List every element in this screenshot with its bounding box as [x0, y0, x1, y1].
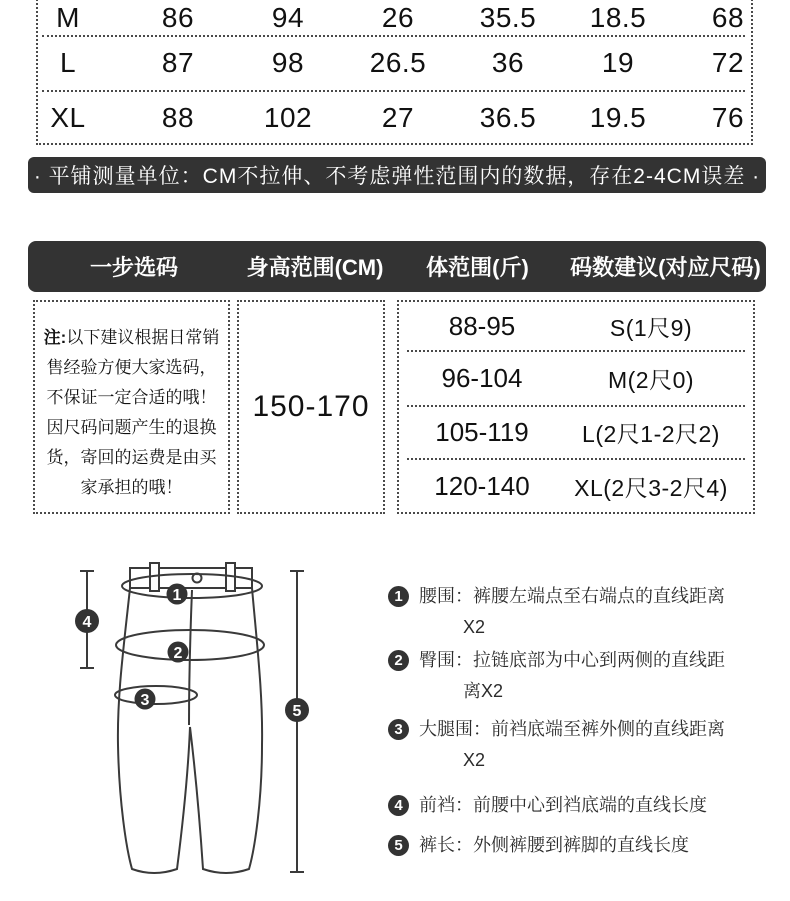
measure-value: 86: [161, 1, 195, 33]
legend-item-length: [388, 830, 689, 860]
measure-value: 88: [161, 101, 195, 133]
legend-badge: 3: [388, 719, 409, 740]
svg-text:4: 4: [82, 614, 92, 631]
legend-item-thigh: [388, 714, 725, 776]
weight-size-row: [407, 302, 745, 352]
header-weight-range: 体范围(斤): [426, 255, 529, 280]
legend-badge: 2: [388, 650, 409, 671]
legend-text-cont: X2: [463, 750, 486, 770]
svg-text:1: 1: [172, 587, 182, 604]
legend-text: 裤长：外侧裤腰到裤脚的直线长度: [419, 835, 689, 855]
size-label: M: [56, 1, 80, 33]
size-suggestion: M(2尺0): [607, 367, 695, 393]
size-suggestion: S(1尺9): [609, 314, 693, 341]
legend-item-hip: [388, 645, 725, 707]
measure-value: 102: [263, 101, 313, 133]
legend-text: 大腿围：前裆底端至裤外侧的直线距离: [419, 719, 725, 739]
svg-text:5: 5: [292, 703, 302, 720]
size-label: XL: [50, 101, 86, 133]
weight-range: 96-104: [441, 363, 523, 393]
header-size-suggestion: 码数建议(对应尺码): [570, 255, 761, 280]
measure-value: 27: [381, 101, 415, 133]
weight-range: 120-140: [434, 470, 530, 501]
weight-range: 88-95: [448, 310, 516, 341]
legend-text: 臀围：拉链底部为中心到两侧的直线距: [419, 650, 725, 670]
measure-value: 76: [711, 101, 745, 133]
size-table-row-m: [13, 0, 783, 35]
measurement-note-text: · 平铺测量单位：CM不拉伸、不考虑弹性范围内的数据，存在2-4CM误差 ·: [33, 165, 761, 188]
header-height-range: 身高范围(CM): [246, 255, 384, 280]
size-table-row-xl: [13, 90, 783, 145]
measure-value: 94: [271, 1, 305, 33]
size-label: L: [59, 46, 77, 78]
legend-badge: 5: [388, 835, 409, 856]
measure-value: 35.5: [479, 1, 537, 33]
height-range-value: 150-170: [252, 390, 370, 423]
size-guide-header: [28, 241, 766, 292]
measure-value: 36: [491, 46, 525, 78]
measure-value: 19: [601, 46, 635, 78]
weight-size-row: [407, 460, 745, 512]
measure-value: 87: [161, 46, 195, 78]
measure-value: 98: [271, 46, 305, 78]
legend-text: 腰围：裤腰左端点至右端点的直线距离: [419, 586, 725, 606]
measure-value: 26: [381, 1, 415, 33]
measure-value: 18.5: [589, 1, 647, 33]
legend-badge: 4: [388, 795, 409, 816]
measure-value: 26.5: [369, 46, 427, 78]
thigh-badge: [135, 689, 156, 710]
size-suggestion: L(2尺1-2尺2): [582, 421, 720, 447]
legend-item-waist: [388, 581, 725, 643]
size-suggestion: XL(2尺3-2尺4): [574, 474, 728, 501]
hip-badge: [168, 642, 189, 663]
weight-size-box: [397, 300, 755, 514]
svg-text:3: 3: [140, 692, 150, 709]
legend-badge: 1: [388, 586, 409, 607]
weight-size-row: [407, 352, 745, 407]
legend-text-cont: 离X2: [463, 681, 504, 701]
measure-value: 36.5: [479, 101, 537, 133]
front-rise-badge: [75, 609, 99, 633]
legend-item-front-rise: [388, 790, 707, 820]
header-one-step: 一步选码: [89, 255, 178, 280]
weight-range: 105-119: [435, 417, 529, 447]
measure-value: 19.5: [589, 101, 647, 133]
size-guide-note-box: [33, 300, 230, 514]
legend-text-cont: X2: [463, 617, 486, 637]
weight-size-row: [407, 407, 745, 460]
size-table: [13, 0, 783, 145]
svg-text:2: 2: [173, 645, 183, 662]
height-range-box: [237, 300, 385, 514]
note-prefix: 注:: [43, 328, 67, 347]
legend-text: 前裆：前腰中心到裆底端的直线长度: [419, 795, 707, 815]
size-table-row-l: [13, 35, 783, 90]
measure-value: 72: [711, 46, 745, 78]
measurement-note-bar: [28, 157, 766, 193]
measure-value: 68: [711, 1, 745, 33]
note-text: 以下建议根据日常销售经验方便大家选码，不保证一定合适的哦！因尺码问题产生的退换货，寄回的运费是由买家承担的哦！: [46, 328, 220, 497]
waist-badge: [167, 584, 188, 605]
length-badge: [285, 698, 309, 722]
pants-diagram: [60, 540, 340, 885]
